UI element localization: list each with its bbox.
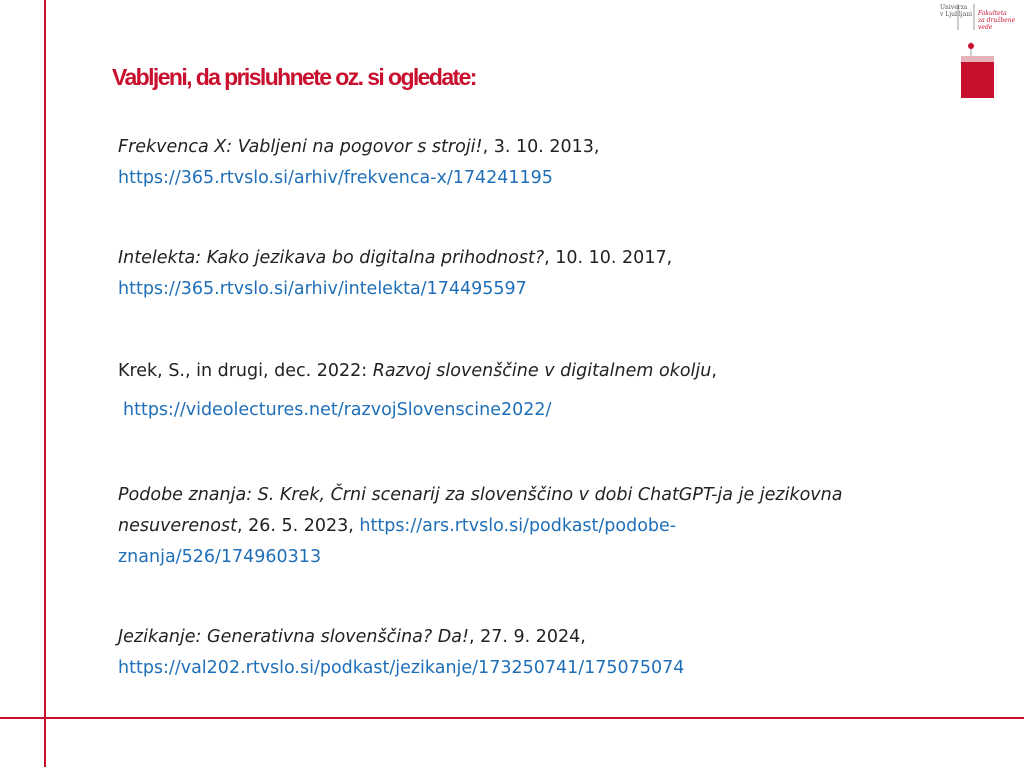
reference-title: Frekvenca X: Vabljeni na pogovor s stroji!: [118, 137, 483, 157]
reference-item: [118, 132, 599, 194]
reference-date: ,: [711, 361, 717, 381]
reference-link[interactable]: https://ars.rtvslo.si/podkast/podobe-: [359, 516, 677, 536]
reference-link[interactable]: https://videolectures.net/razvojSlovenscine2022/: [123, 400, 552, 420]
reference-item: [118, 243, 672, 305]
reference-link[interactable]: https://365.rtvslo.si/arhiv/frekvenca-x/174241195: [118, 168, 553, 188]
reference-date: , 3. 10. 2013,: [482, 137, 600, 157]
reference-link-cont[interactable]: znanja/526/174960313: [118, 547, 322, 567]
bottom-accent-line: [0, 717, 1024, 719]
reference-item: [118, 356, 717, 387]
reference-title: Razvoj slovenščine v digitalnem okolju: [372, 361, 712, 381]
reference-link[interactable]: https://val202.rtvslo.si/podkast/jezikanje/173250741/175075074: [118, 658, 685, 678]
left-accent-line: [44, 0, 46, 767]
reference-authors: Krek, S., in drugi, dec. 2022:: [118, 361, 373, 381]
logo-text-faculty: Fakulteta za družbene vede: [978, 10, 1016, 31]
reference-title: Intelekta: Kako jezikava bo digitalna prihodnost?: [118, 248, 545, 268]
logo-emblem-icon: [930, 0, 1024, 102]
logo-text-university: Univerza v Ljubljani: [940, 4, 972, 18]
reference-item: [118, 480, 842, 573]
page-title: Vabljeni, da prisluhnete oz. si ogledate:: [112, 64, 476, 90]
reference-link[interactable]: https://365.rtvslo.si/arhiv/intelekta/174495597: [118, 279, 527, 299]
university-logo: [930, 0, 1024, 102]
reference-title: Podobe znanja: S. Krek, Črni scenarij za slovenščino v dobi ChatGPT-ja je jezikovna: [118, 485, 843, 505]
reference-title: Jezikanje: Generativna slovenščina? Da!: [118, 627, 469, 647]
reference-date: , 27. 9. 2024,: [468, 627, 586, 647]
reference-link-row: [123, 395, 551, 426]
reference-date: , 10. 10. 2017,: [544, 248, 673, 268]
reference-item: [118, 622, 684, 684]
reference-title-cont: nesuverenost: [118, 516, 237, 536]
reference-date: , 26. 5. 2023,: [236, 516, 360, 536]
